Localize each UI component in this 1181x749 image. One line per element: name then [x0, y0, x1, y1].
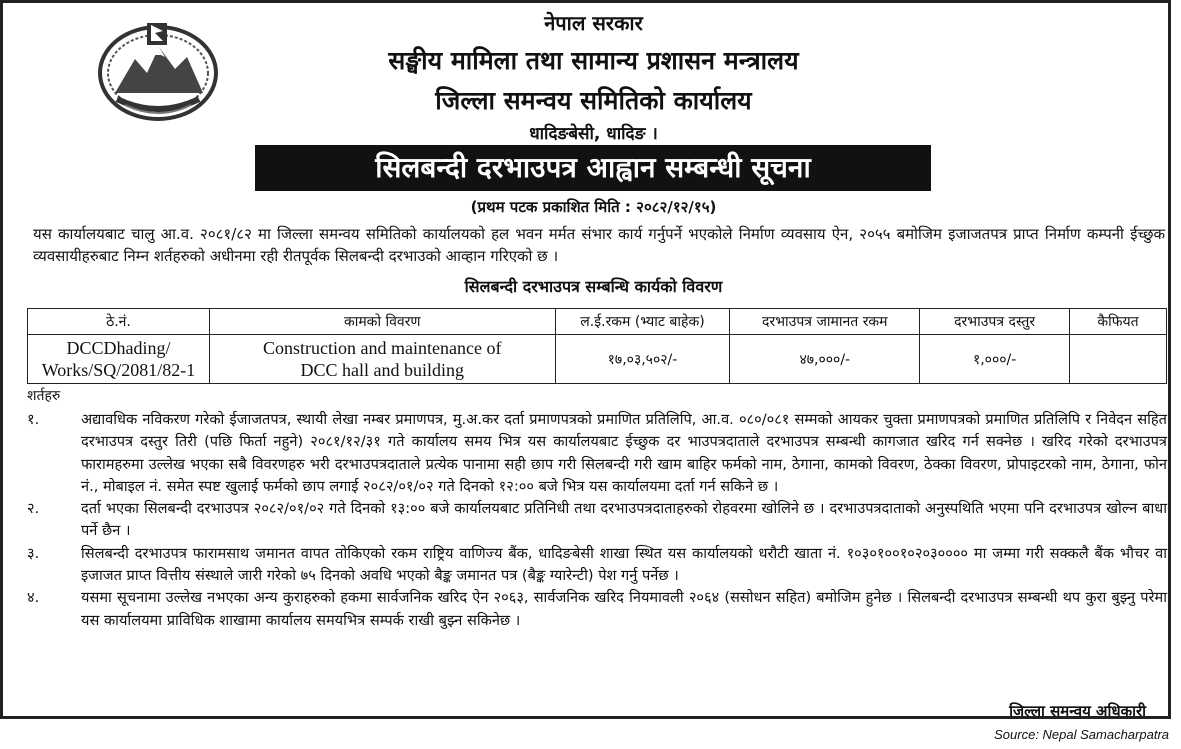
works-table	[27, 308, 1167, 384]
table-title: सिलबन्दी दरभाउपत्र सम्बन्धि कार्यको विवरण	[464, 277, 723, 296]
term-number: ३.	[27, 544, 40, 562]
col-bid-security: दरभाउपत्र जामानत रकम	[730, 309, 920, 335]
cell-work-description	[209, 335, 555, 384]
cell-bid-security: ४७,०००/-	[730, 335, 920, 384]
publish-date: (प्रथम पटक प्रकाशित मिति : २०८२/१२/१५)	[470, 198, 717, 216]
contract-no-line2: Works/SQ/2081/82-1	[41, 360, 196, 380]
cell-bid-fee: १,०००/-	[920, 335, 1070, 384]
description-line1: Construction and maintenance of	[263, 338, 502, 358]
col-estimate: ल.ई.रकम (भ्याट बाहेक)	[555, 309, 730, 335]
col-work-description: कामको विवरण	[209, 309, 555, 335]
term-number: ४.	[27, 589, 40, 607]
term-item	[27, 409, 1167, 498]
intro-paragraph: यस कार्यालयबाट चालु आ.व. २०८१/८२ मा जिल्ला समन्वय समितिको कार्यालयको हल भवन मर्मत संभार कार्य गर्नुपर्ने भएकोले निर्माण व्यवसाय ऐन, २०५५ बमोजिम इजाजतपत्र प्राप्त निर्माण कम्पनी ईच्छुक व्यवसायीहरुबाट निम्न शर्तहरुको अधीनमा रही रीतपूर्वक सिलबन्दी दरभाउको आव्हान गरिएको छ ।	[33, 225, 1165, 265]
govt-name: नेपाल सरकार	[544, 11, 643, 35]
cell-contract-no	[28, 335, 210, 384]
cell-remarks	[1070, 335, 1167, 384]
term-text: दर्ता भएका सिलबन्दी दरभाउपत्र २०८२/०१/०२ गते दिनको १३:०० बजे कार्यालयबाट प्रतिनिधी तथा दरभाउपत्रदाताहरुको रोहवरमा खोलिने छ । दरभाउपत्रदाताको अनुस्पथिति भएमा पनि दरभाउपत्र खोल्न बाधा पर्ने छैन ।	[81, 500, 1167, 540]
col-remarks: कैफियत	[1070, 309, 1167, 335]
col-bid-fee: दरभाउपत्र दस्तुर	[920, 309, 1070, 335]
office-name: जिल्ला समन्वय समितिको कार्यालय	[435, 86, 752, 115]
term-text: यसमा सूचनामा उल्लेख नभएका अन्य कुराहरुको हकमा सार्वजनिक खरिद ऐन २०६३, सार्वजनिक खरिद नियमावली २०६४ (ससोधन सहित) बमोजिम हुनेछ । सिलबन्दी दरभाउपत्र सम्बन्धी थप कुरा बुझ्नु परेमा यस कार्यालयमा प्राविधिक शाखामा कार्यालय समयभित्र सम्पर्क राखी बुझ्न सकिनेछ ।	[81, 589, 1167, 629]
ministry-name: सङ्घीय मामिला तथा सामान्य प्रशासन मन्त्रालय	[388, 46, 799, 75]
cell-estimate: १७,०३,५०२/-	[555, 335, 730, 384]
office-address: धादिङबेसी, धादिङ ।	[529, 124, 658, 144]
source-credit: Source: Nepal Samacharpatra	[994, 727, 1169, 742]
officer-signature-title: जिल्ला समन्वय अधिकारी	[1009, 702, 1146, 720]
term-number: १.	[27, 411, 40, 428]
term-item	[27, 498, 1167, 543]
term-number: २.	[27, 500, 40, 518]
table-header-row	[28, 309, 1167, 335]
description-line2: DCC hall and building	[300, 360, 464, 380]
term-item	[27, 587, 1167, 632]
term-text: अद्यावधिक नविकरण गरेको ईजाजतपत्र, स्थायी लेखा नम्बर प्रमाणपत्र, मु.अ.कर दर्ता प्रमाणपत्रको प्रमाणित प्रतिलिपि, आ.व. ०८०/०८१ सम्मको आयकर चुक्ता प्रमाणपत्रको प्रमाणित प्रतिलिपि र निवेदन सहित दरभाउपत्र दस्तुर तिरी (पछि फिर्ता नहुने) २०८१/१२/३१ गते कार्यालय समय भित्र यस कार्यालयबाट ईच्छुक दर भाउपत्रदाताले दरभाउपत्र सम्बन्धी कागजात खरिद गर्न सक्नेछ । खरिद गरेको दरभाउपत्र फारामहरुमा उल्लेख भएका सबै विवरणहरु भरी दरभाउपत्रदाताले प्रत्येक पानामा सही छाप गरी सिलबन्दी गरी खाम बाहिर फर्मको नाम, ठेगाना, कामको विवरण, ठेक्का विवरण, प्रोपाइटरको नाम, ठेगाना, फोन नं., मोबाइल नं. समेत स्पष्ट खुलाई फर्मको छाप लगाई २०८२/०१/०२ गते दिनको १२:०० बजे भित्र यस कार्यालयमा दर्ता गर्न सकिने छ ।	[81, 411, 1167, 495]
term-item	[27, 543, 1167, 588]
terms-title: शर्तहरु	[27, 388, 61, 404]
col-contract-no: ठे.नं.	[28, 309, 210, 335]
contract-no-line1: DCCDhading/	[66, 338, 171, 358]
table-row	[28, 335, 1167, 384]
notice-title: सिलबन्दी दरभाउपत्र आह्वान सम्बन्धी सूचना	[255, 145, 931, 191]
term-text: सिलबन्दी दरभाउपत्र फारामसाथ जमानत वापत तोकिएको रकम राष्ट्रिय वाणिज्य बैंक, धादिङबेसी शाखा स्थित यस कार्यालयको धरौटी खाता नं. १०३०१००१०२०३०००० मा जम्मा गरी सक्कलै बैंक भौचर वा इजाजत प्राप्त वित्तीय संस्थाले जारी गरेको ७५ दिनको अवधि भएको बैङ्क जमानत पत्र (बैङ्क ग्यारेन्टी) पेश गर्नु पर्नेछ ।	[81, 544, 1167, 585]
terms-list	[27, 409, 1167, 632]
